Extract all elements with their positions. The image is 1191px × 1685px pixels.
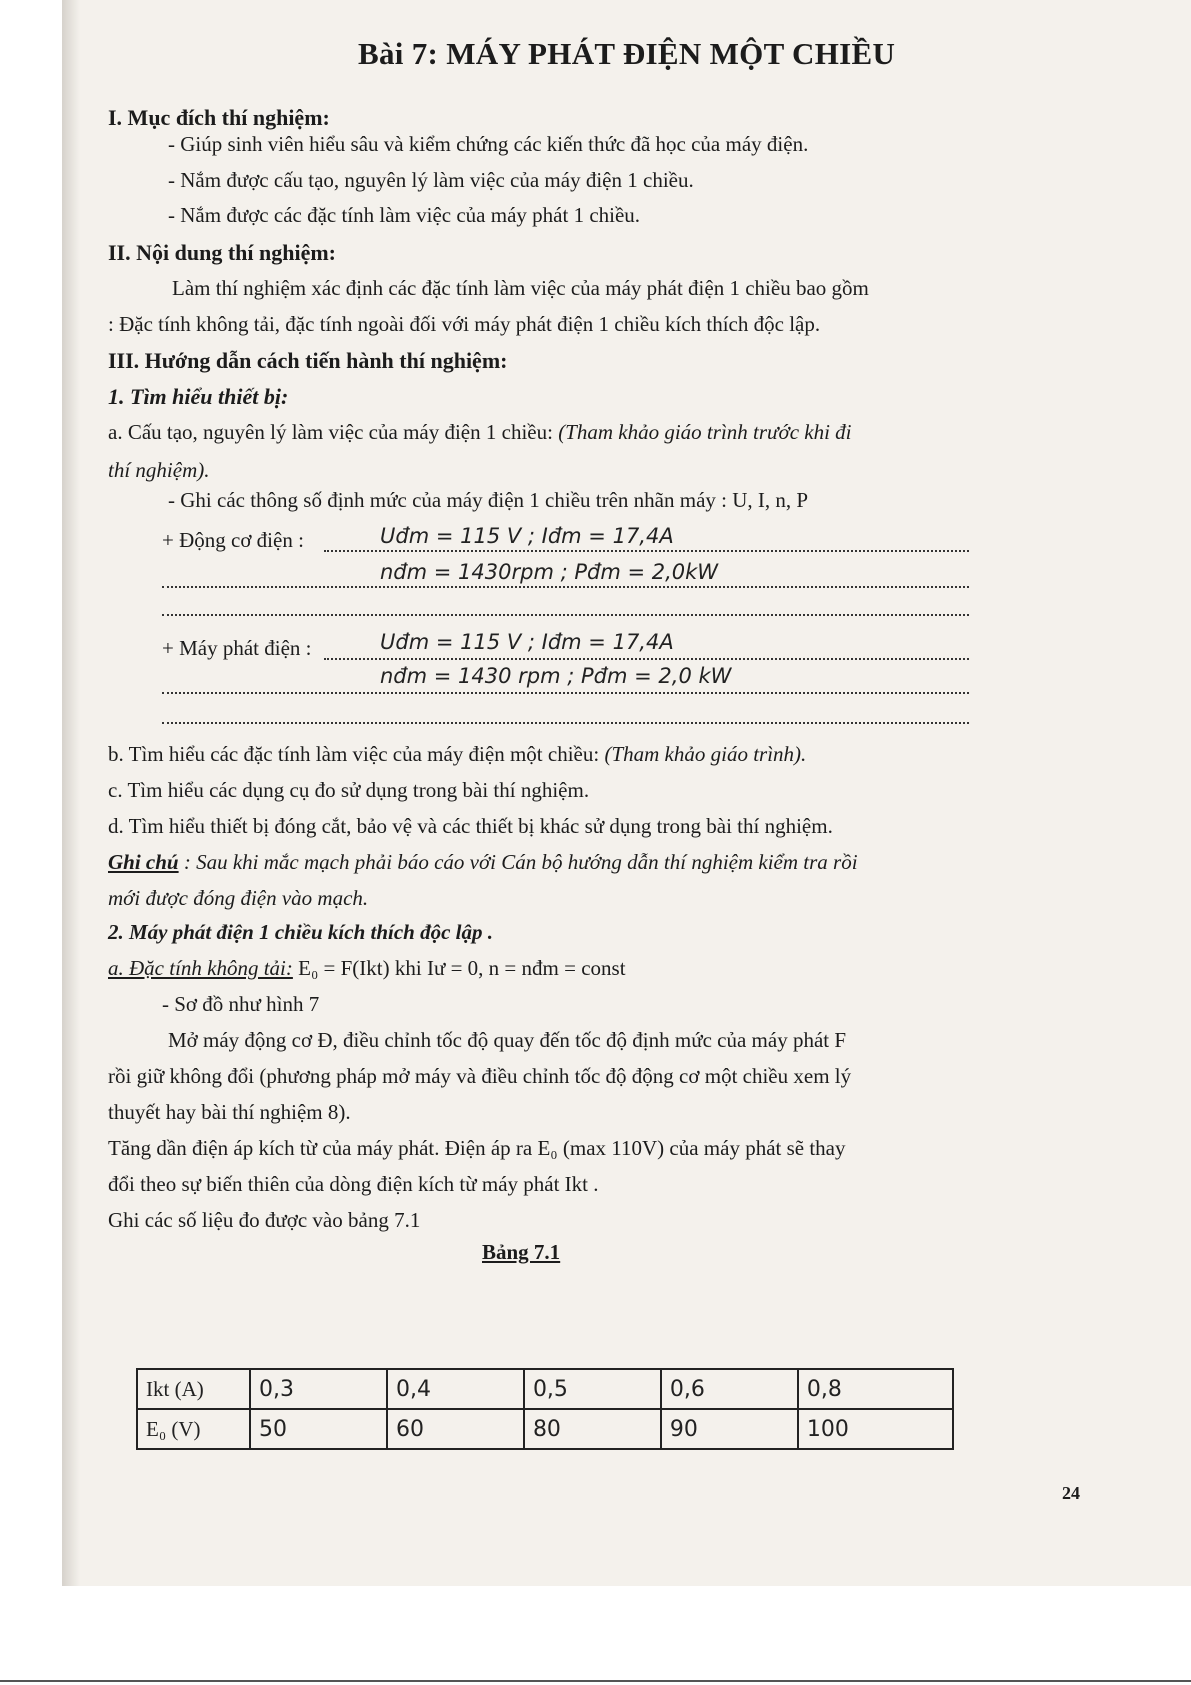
section-2-para-line-1: Làm thí nghiệm xác định các đặc tính làm việc của máy phát điện 1 chiều bao gồm (172, 276, 869, 300)
subsection-2-heading: 2. Máy phát điện 1 chiều kích thích độc lập . (108, 920, 494, 944)
ratings-instruction: - Ghi các thông số định mức của máy điện 1 chiều trên nhãn máy : U, I, n, P (168, 488, 809, 512)
item-a-line-2: thí nghiệm). (108, 458, 210, 482)
record-instruction: Ghi các số liệu đo được vào bảng 7.1 (108, 1208, 421, 1232)
item-a-text: a. Cấu tạo, nguyên lý làm việc của máy điện 1 chiều: (108, 420, 553, 444)
generator-ratings-line-2: nđm = 1430 rpm ; Pđm = 2,0 kW (380, 664, 732, 688)
generator-dotted-line-1 (324, 658, 969, 660)
item-c: c. Tìm hiểu các dụng cụ đo sử dụng trong bài thí nghiệm. (108, 778, 590, 802)
motor-label: + Động cơ điện : (162, 528, 304, 552)
item-b-italic: (Tham khảo giáo trình). (599, 742, 807, 766)
ikt-cell: 0,6 (661, 1369, 798, 1409)
item-d: d. Tìm hiểu thiết bị đóng cắt, bảo vệ và các thiết bị khác sử dụng trong bài thí nghiệm. (108, 814, 833, 838)
procedure-line-4: Tăng dần điện áp kích từ của máy phát. Điện áp ra E₀ (max 110V) của máy phát sẽ thay (108, 1136, 846, 1160)
generator-ratings-line-1: Uđm = 115 V ; Iđm = 17,4A (380, 630, 674, 654)
row-label-e0: E₀ (V) (137, 1409, 250, 1449)
ikt-cell: 0,4 (387, 1369, 524, 1409)
page-title: Bài 7: MÁY PHÁT ĐIỆN MỘT CHIỀU (358, 36, 896, 71)
motor-dotted-line-3 (162, 614, 969, 616)
table-row (137, 1409, 953, 1449)
motor-dotted-line-1 (324, 550, 969, 552)
section-2-para-line-2: : Đặc tính không tải, đặc tính ngoài đối với máy phát điện 1 chiều kích thích độc lập. (108, 312, 821, 336)
e0-cell: 60 (387, 1409, 524, 1449)
bottom-scan-edge (0, 1680, 1191, 1682)
ikt-cell: 0,8 (798, 1369, 953, 1409)
motor-ratings-line-2: nđm = 1430rpm ; Pđm = 2,0kW (380, 560, 719, 584)
note-line-1 (108, 850, 858, 875)
no-load-formula: E₀ = F(Ikt) khi Iư = 0, n = nđm = const (292, 956, 626, 980)
subsection-1-heading: 1. Tìm hiểu thiết bị: (108, 384, 289, 409)
generator-dotted-line-3 (162, 722, 969, 724)
row-label-ikt: Ikt (A) (137, 1369, 250, 1409)
section-1-bullet-1: - Giúp sinh viên hiểu sâu và kiểm chứng các kiến thức đã học của máy điện. (168, 132, 809, 156)
ikt-cell: 0,5 (524, 1369, 661, 1409)
section-1-bullet-2: - Nắm được cấu tạo, nguyên lý làm việc của máy điện 1 chiều. (168, 168, 694, 192)
section-1-bullet-3: - Nắm được các đặc tính làm việc của máy phát 1 chiều. (168, 203, 641, 227)
e0-cell: 50 (250, 1409, 387, 1449)
no-load-label: a. Đặc tính không tải: (108, 956, 293, 980)
procedure-line-5: đổi theo sự biến thiên của dòng điện kích từ máy phát Ikt . (108, 1172, 599, 1196)
procedure-line-3: thuyết hay bài thí nghiệm 8). (108, 1100, 351, 1124)
section-2-heading: II. Nội dung thí nghiệm: (108, 240, 337, 265)
note-label: Ghi chú (108, 850, 179, 874)
diagram-reference: - Sơ đồ như hình 7 (162, 992, 320, 1016)
page-number: 24 (1062, 1483, 1080, 1503)
motor-dotted-line-2 (162, 586, 969, 588)
no-load-characteristic (108, 956, 626, 981)
data-table (136, 1368, 954, 1450)
item-b-text: b. Tìm hiểu các đặc tính làm việc của máy điện một chiều: (108, 742, 600, 766)
procedure-line-1: Mở máy động cơ Đ, điều chỉnh tốc độ quay đến tốc độ định mức của máy phát F (168, 1028, 847, 1052)
item-a-italic: (Tham khảo giáo trình trước khi đi (552, 420, 852, 444)
section-1-heading: I. Mục đích thí nghiệm: (108, 105, 330, 130)
document-page (62, 0, 1191, 1586)
item-b (108, 742, 806, 767)
generator-label: + Máy phát điện : (162, 636, 312, 660)
section-3-heading: III. Hướng dẫn cách tiến hành thí nghiệm: (108, 348, 508, 373)
note-text: : Sau khi mắc mạch phải báo cáo với Cán bộ hướng dẫn thí nghiệm kiểm tra rồi (178, 850, 858, 874)
generator-dotted-line-2 (162, 692, 969, 694)
ikt-cell: 0,3 (250, 1369, 387, 1409)
procedure-line-2: rồi giữ không đổi (phương pháp mở máy và điều chỉnh tốc độ động cơ một chiều xem lý (108, 1064, 852, 1088)
item-a-line-1 (108, 420, 852, 445)
e0-cell: 100 (798, 1409, 953, 1449)
motor-ratings-line-1: Uđm = 115 V ; Iđm = 17,4A (380, 524, 674, 548)
table-caption: Bảng 7.1 (482, 1240, 561, 1264)
e0-cell: 90 (661, 1409, 798, 1449)
e0-cell: 80 (524, 1409, 661, 1449)
note-line-2: mới được đóng điện vào mạch. (108, 886, 369, 910)
table-row (137, 1369, 953, 1409)
